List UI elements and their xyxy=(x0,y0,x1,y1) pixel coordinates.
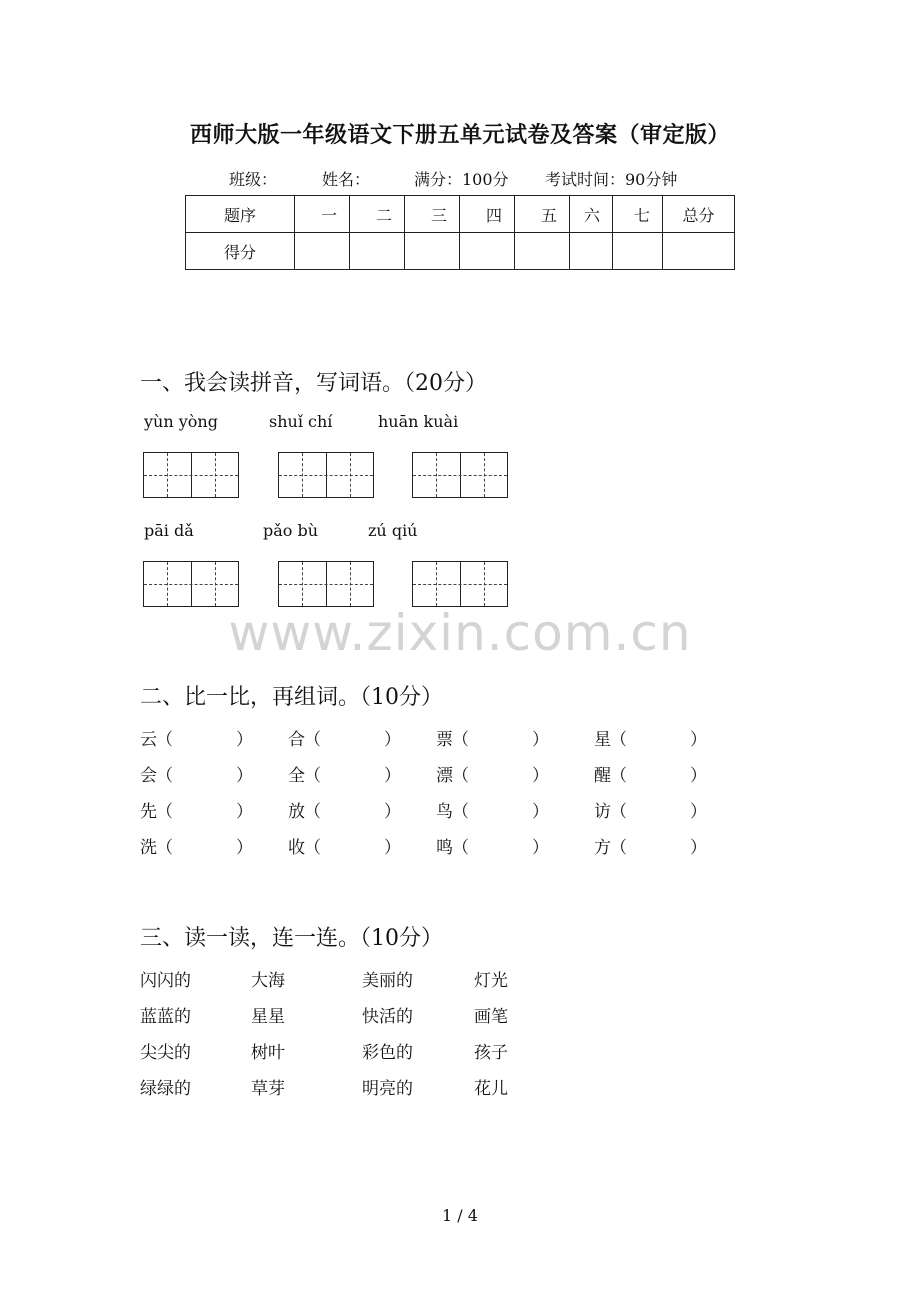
word-character: 票 xyxy=(436,730,453,750)
open-paren: （ xyxy=(156,838,173,858)
close-paren: ） xyxy=(690,766,707,786)
matching-word[interactable]: 灯光 xyxy=(474,971,508,991)
matching-word[interactable]: 蓝蓝的 xyxy=(140,1007,191,1027)
pinyin-label: zú qiú xyxy=(368,521,418,540)
score-cell xyxy=(405,233,460,270)
open-paren: （ xyxy=(452,766,469,786)
word-character: 全 xyxy=(288,766,305,786)
col-header-2: 二 xyxy=(350,196,405,233)
open-paren: （ xyxy=(610,838,627,858)
section3-heading: 三、读一读，连一连。（10分） xyxy=(140,926,443,951)
word-character: 鸣 xyxy=(436,838,453,858)
word-character: 漂 xyxy=(436,766,453,786)
writing-grid[interactable] xyxy=(143,561,239,607)
col-header-5: 五 xyxy=(515,196,570,233)
word-character: 方 xyxy=(594,838,611,858)
word-character: 收 xyxy=(288,838,305,858)
open-paren: （ xyxy=(452,730,469,750)
col-header-total: 总分 xyxy=(663,196,735,233)
pinyin-label: pāi dǎ xyxy=(144,521,194,540)
col-header-6: 六 xyxy=(570,196,613,233)
section1-heading: 一、我会读拼音，写词语。（20分） xyxy=(140,371,487,396)
matching-word[interactable]: 星星 xyxy=(251,1007,285,1027)
close-paren: ） xyxy=(236,730,253,750)
writing-grid[interactable] xyxy=(143,452,239,498)
col-header-3: 三 xyxy=(405,196,460,233)
close-paren: ） xyxy=(236,838,253,858)
pinyin-label: yùn yòng xyxy=(144,412,218,431)
open-paren: （ xyxy=(304,730,321,750)
open-paren: （ xyxy=(610,766,627,786)
score-cell xyxy=(613,233,663,270)
close-paren: ） xyxy=(690,802,707,822)
score-cell xyxy=(515,233,570,270)
score-table-score-row xyxy=(186,233,735,270)
open-paren: （ xyxy=(452,802,469,822)
close-paren: ） xyxy=(532,730,549,750)
writing-grid[interactable] xyxy=(412,452,508,498)
close-paren: ） xyxy=(532,802,549,822)
matching-word[interactable]: 美丽的 xyxy=(362,971,413,991)
page-title: 西师大版一年级语文下册五单元试卷及答案（审定版） xyxy=(189,122,730,148)
score-cell xyxy=(350,233,405,270)
matching-word[interactable]: 草芽 xyxy=(251,1079,285,1099)
close-paren: ） xyxy=(236,766,253,786)
word-character: 放 xyxy=(288,802,305,822)
name-label: 姓名： xyxy=(322,170,371,189)
word-character: 访 xyxy=(594,802,611,822)
open-paren: （ xyxy=(304,838,321,858)
close-paren: ） xyxy=(532,766,549,786)
matching-word[interactable]: 画笔 xyxy=(474,1007,508,1027)
close-paren: ） xyxy=(384,802,401,822)
row-label-question-order: 题序 xyxy=(186,196,295,233)
open-paren: （ xyxy=(610,730,627,750)
pinyin-label: pǎo bù xyxy=(263,521,319,540)
close-paren: ） xyxy=(236,802,253,822)
close-paren: ） xyxy=(532,838,549,858)
word-character: 鸟 xyxy=(436,802,453,822)
pinyin-label: huān kuài xyxy=(378,412,459,431)
matching-word[interactable]: 花儿 xyxy=(474,1079,508,1099)
close-paren: ） xyxy=(384,766,401,786)
watermark: www.zixin.com.cn xyxy=(228,604,692,662)
score-table xyxy=(185,195,735,270)
score-cell xyxy=(663,233,735,270)
page-indicator: 1 / 4 xyxy=(442,1206,478,1225)
matching-word[interactable]: 彩色的 xyxy=(362,1043,413,1063)
matching-word[interactable]: 明亮的 xyxy=(362,1079,413,1099)
score-cell xyxy=(295,233,350,270)
row-label-score: 得分 xyxy=(186,233,295,270)
matching-word[interactable]: 尖尖的 xyxy=(140,1043,191,1063)
section2-heading: 二、比一比，再组词。（10分） xyxy=(140,685,443,710)
word-character: 洗 xyxy=(140,838,157,858)
matching-word[interactable]: 快活的 xyxy=(362,1007,413,1027)
col-header-4: 四 xyxy=(460,196,515,233)
matching-word[interactable]: 闪闪的 xyxy=(140,971,191,991)
col-header-1: 一 xyxy=(295,196,350,233)
matching-word[interactable]: 孩子 xyxy=(474,1043,508,1063)
open-paren: （ xyxy=(304,766,321,786)
score-cell xyxy=(570,233,613,270)
matching-word[interactable]: 绿绿的 xyxy=(140,1079,191,1099)
class-label: 班级： xyxy=(229,170,278,189)
word-character: 会 xyxy=(140,766,157,786)
close-paren: ） xyxy=(690,838,707,858)
word-character: 星 xyxy=(594,730,611,750)
open-paren: （ xyxy=(156,766,173,786)
close-paren: ） xyxy=(384,730,401,750)
word-character: 云 xyxy=(140,730,157,750)
close-paren: ） xyxy=(384,838,401,858)
matching-word[interactable]: 树叶 xyxy=(251,1043,285,1063)
open-paren: （ xyxy=(610,802,627,822)
close-paren: ） xyxy=(690,730,707,750)
matching-word[interactable]: 大海 xyxy=(251,971,285,991)
writing-grid[interactable] xyxy=(412,561,508,607)
writing-grid[interactable] xyxy=(278,561,374,607)
open-paren: （ xyxy=(452,838,469,858)
exam-time-label: 考试时间：90分钟 xyxy=(545,170,678,189)
full-score-label: 满分：100分 xyxy=(414,170,509,189)
open-paren: （ xyxy=(156,802,173,822)
open-paren: （ xyxy=(304,802,321,822)
score-table-header-row xyxy=(186,196,735,233)
score-cell xyxy=(460,233,515,270)
open-paren: （ xyxy=(156,730,173,750)
pinyin-label: shuǐ chí xyxy=(269,412,333,431)
word-character: 先 xyxy=(140,802,157,822)
col-header-7: 七 xyxy=(613,196,663,233)
writing-grid[interactable] xyxy=(278,452,374,498)
word-character: 合 xyxy=(288,730,305,750)
word-character: 醒 xyxy=(594,766,611,786)
